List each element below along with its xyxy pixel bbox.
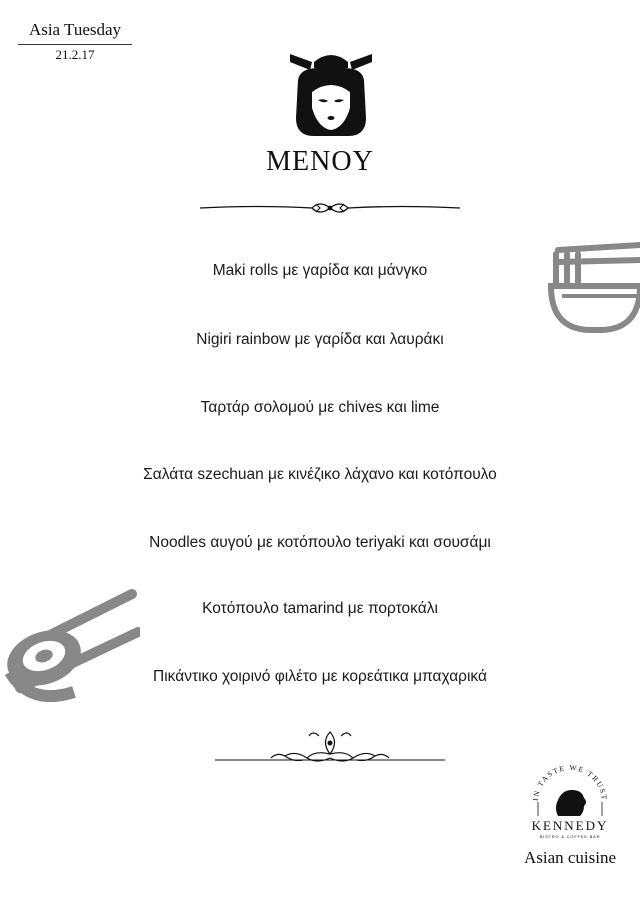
menu-title: MENOY [266, 146, 374, 177]
kennedy-logo [518, 762, 622, 846]
geisha-mask-icon [288, 48, 374, 138]
menu-item: Noodles αυγού με κοτόπουλο teriyaki και σουσάμι [149, 534, 491, 551]
menu-item: Maki rolls με γαρίδα και μάνγκο [212, 262, 428, 279]
menu-item: Πικάντικο χοιρινό φιλέτο με κορεάτικα μπαχαρικά [153, 668, 487, 685]
event-date: 21.2.17 [55, 47, 95, 62]
ornament-divider-top [200, 198, 460, 218]
menu-item: Nigiri rainbow με γαρίδα και λαυράκι [196, 331, 444, 348]
logo-tagline: BISTRO & COFFEE BAR [539, 834, 601, 839]
menu-item: Ταρτάρ σολομού με chives και lime [200, 399, 440, 416]
cuisine-label: Asian cuisine [523, 848, 617, 867]
header-divider [18, 44, 132, 45]
noodle-bowl-chopsticks-icon [548, 240, 640, 336]
sushi-roll-chopsticks-icon [0, 588, 140, 710]
event-title: Asia Tuesday [28, 20, 122, 39]
menu-item: Κοτόπουλο tamarind με πορτοκάλι [202, 600, 438, 617]
menu-item: Σαλάτα szechuan με κινέζικο λάχανο και κοτόπουλο [143, 466, 497, 483]
ornament-divider-bottom [215, 728, 445, 774]
logo-motto: IN TASTE WE TRUST [530, 762, 610, 802]
logo-name: KENNEDY [531, 818, 609, 833]
